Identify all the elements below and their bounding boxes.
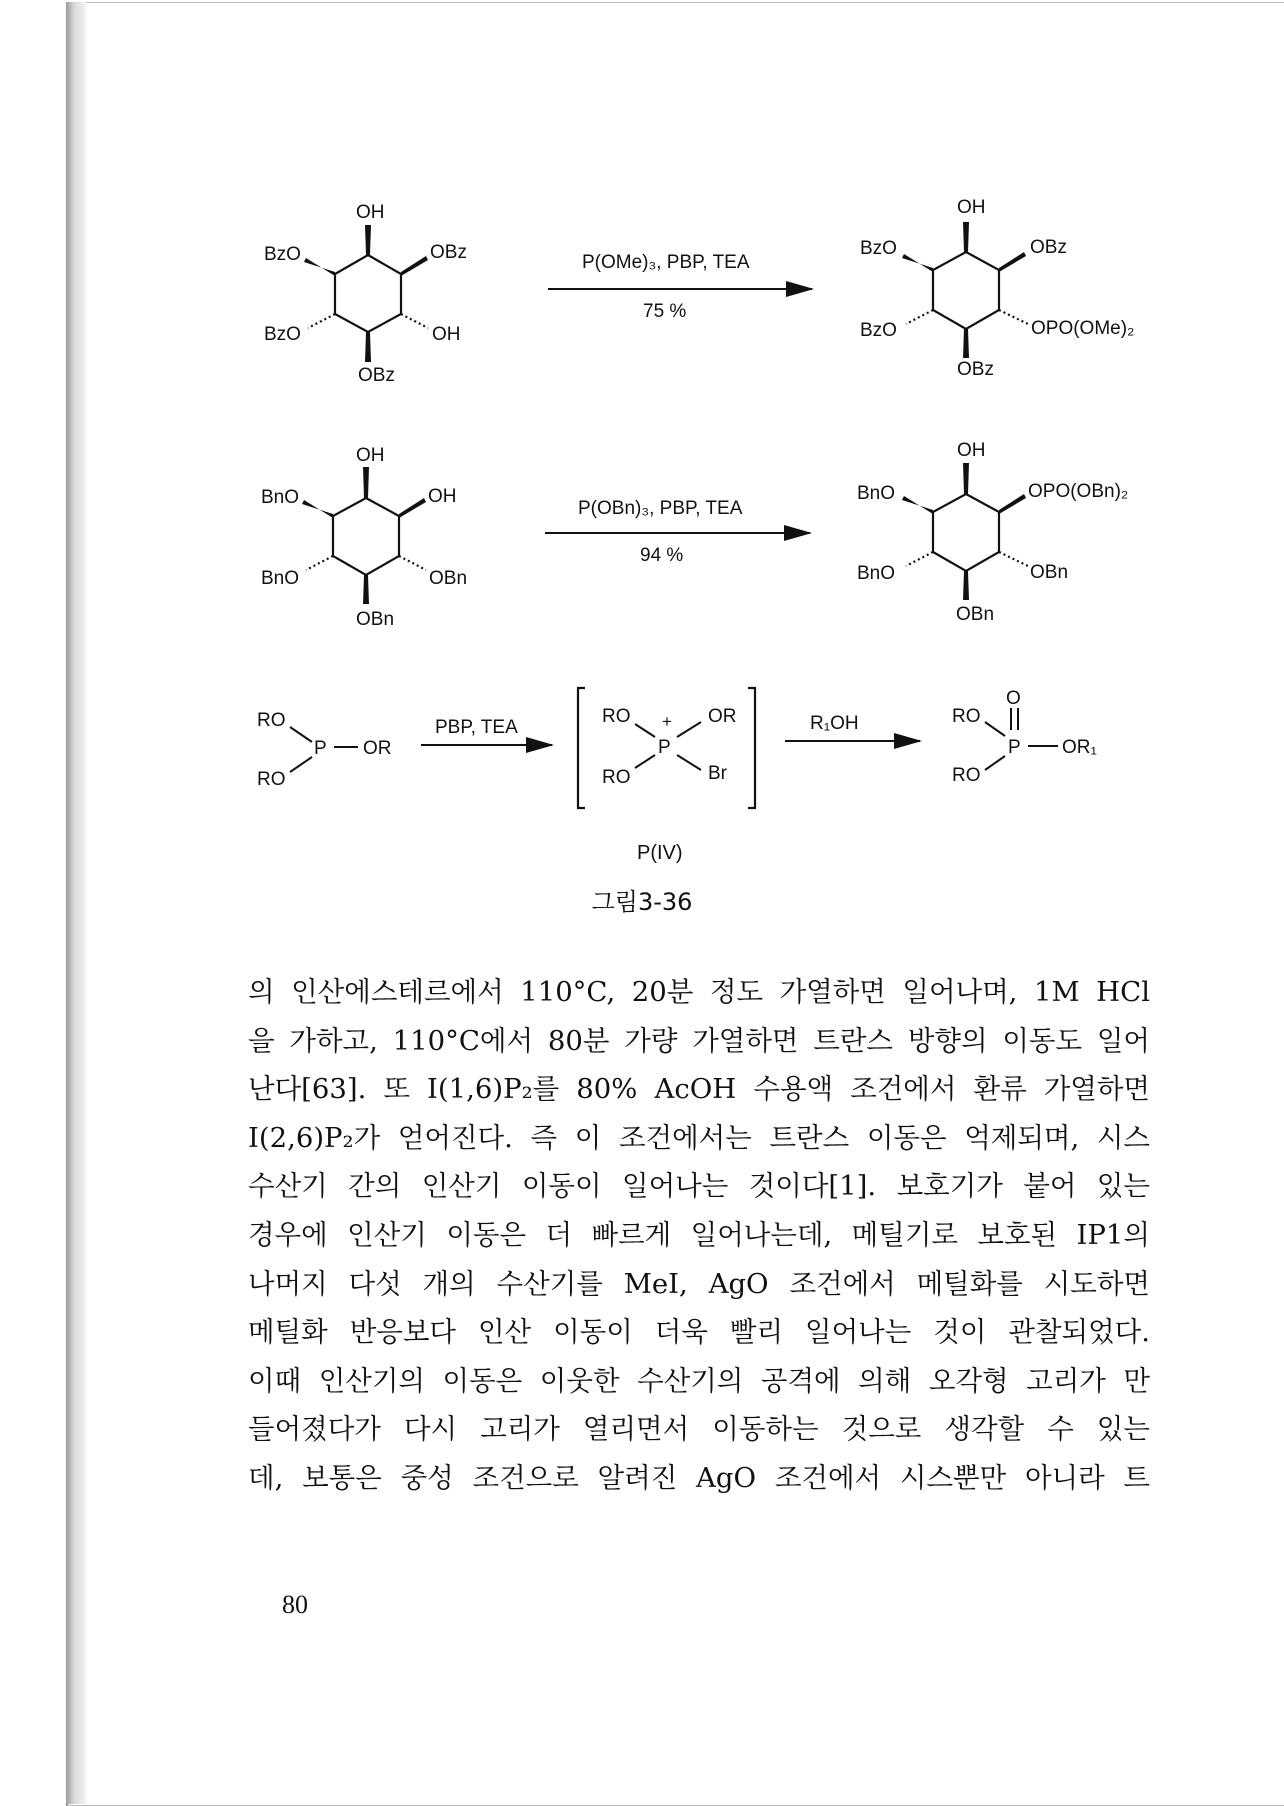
reaction-2-reagent: P(OBn)₃, PBP, TEA (578, 498, 743, 519)
label: + (662, 712, 672, 731)
label: OH (432, 324, 461, 345)
label: BnO (261, 487, 300, 508)
body-paragraph (248, 968, 1150, 1503)
reaction-1-reagent: P(OMe)₃, PBP, TEA (582, 252, 750, 273)
label: RO (952, 706, 981, 727)
text-line: 데, 보통은 중성 조건으로 알려진 AgO 조건에서 시스뿐만 아니라 트 (248, 1461, 1150, 1494)
label: OBz (430, 242, 467, 263)
label: OH (957, 440, 986, 461)
text-line: 나머지 다섯 개의 수산기를 MeI, AgO 조건에서 메틸화를 시도하면 (248, 1267, 1150, 1300)
page-number: 80 (282, 1590, 308, 1619)
label: P (658, 737, 671, 758)
phosphate-product-structure (985, 708, 1058, 770)
label: P (1008, 737, 1021, 758)
product-1-structure (902, 222, 1028, 358)
text-line: 난다[63]. 또 I(1,6)P₂를 80% AcOH 수용액 조건에서 환류 가열하면 (248, 1073, 1150, 1106)
label: BzO (264, 244, 301, 265)
label: RO (602, 706, 631, 727)
intermediate-label: P(IV) (637, 842, 683, 864)
label: RO (257, 710, 286, 731)
label: OR (708, 706, 737, 727)
text-line: 수산기 간의 인산기 이동이 일어나는 것이다[1]. 보호기가 붙어 있는 (248, 1170, 1150, 1203)
label: OBn (1030, 562, 1069, 583)
label: BzO (860, 238, 897, 259)
reaction-2-yield: 94 % (640, 545, 684, 566)
label: OH (428, 486, 457, 507)
text-line: 메틸화 반응보다 인산 이동이 더욱 빨리 일어나는 것이 관찰되었다. (248, 1316, 1150, 1349)
product-2-structure (902, 463, 1028, 600)
label: OR (363, 738, 392, 759)
label: OBz (957, 359, 994, 380)
mechanism-reagent-1: PBP, TEA (435, 717, 518, 738)
text-line: 이때 인산기의 이동은 이웃한 수산기의 공격에 의해 오각형 고리가 만 (248, 1364, 1150, 1397)
reactant-2-structure (302, 467, 426, 604)
label: Br (708, 763, 727, 784)
label: RO (602, 767, 631, 788)
label: BzO (860, 320, 897, 341)
text-line: 경우에 인산기 이동은 더 빠르게 일어나는데, 메틸기로 보호된 IP1의 (248, 1218, 1150, 1251)
label: OBn (356, 609, 395, 630)
figure-caption: 그림3-36 (591, 888, 693, 916)
text-line: 을 가하고, 110°C에서 80분 가량 가열하면 트란스 방향의 이동도 일어 (248, 1024, 1150, 1057)
label: RO (257, 769, 286, 790)
text-line: I(2,6)P₂가 얻어진다. 즉 이 조건에서는 트란스 이동은 억제되며, 시스 (248, 1121, 1150, 1154)
label: OBn (956, 604, 995, 625)
label: OPO(OBn)₂ (1028, 481, 1129, 502)
label: BzO (264, 324, 301, 345)
label: RO (952, 765, 981, 786)
text-line: 의 인산에스테르에서 110°C, 20분 정도 가열하면 일어나며, 1M HCl (248, 976, 1150, 1008)
label: BnO (857, 483, 896, 504)
reactant-1-structure (304, 225, 428, 362)
text-line: 들어졌다가 다시 고리가 열리면서 이동하는 것으로 생각할 수 있는 (248, 1413, 1150, 1446)
label: P (314, 738, 327, 759)
label: OH (356, 202, 385, 223)
mechanism-reagent-2: R₁OH (810, 713, 859, 734)
label: OH (957, 197, 986, 218)
label: OR₁ (1062, 737, 1097, 758)
label: OH (356, 445, 385, 466)
label: OBz (1030, 237, 1067, 258)
label: BnO (261, 568, 300, 589)
label: BnO (857, 563, 896, 584)
label: OPO(OMe)₂ (1031, 318, 1135, 339)
label: OBz (358, 365, 395, 386)
label: OBn (429, 568, 468, 589)
reaction-1-yield: 75 % (643, 301, 687, 322)
label: O (1006, 688, 1021, 709)
